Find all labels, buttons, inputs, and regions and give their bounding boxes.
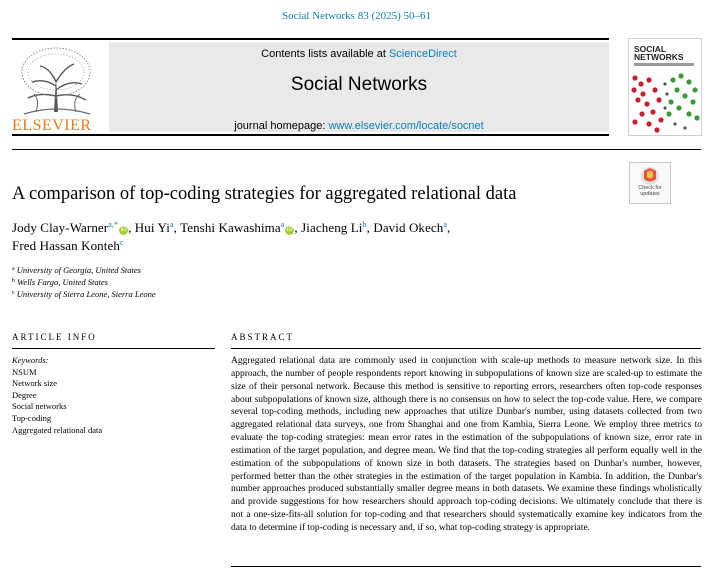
keyword: Network size xyxy=(12,378,58,389)
title-separator-rule xyxy=(12,149,701,150)
article-info-rule xyxy=(12,348,215,349)
keyword: Top-coding xyxy=(12,412,52,423)
abstract-text: Aggregated relational data are commonly used in conjunction with scale-up methods to measure network size. In this approach, the number of people respondents report knowing in subpopulations of known size are scaled-up to estimate the size of their personal network. Because this method is sensitive to reporting errors, researchers often top-code responses about subpopulations of known size, although there is no consensus on how to select the top-code value. Here, we compare several top-coding methods, including new approaches that utilize Dunbar's number, using datasets collected from two aggregated relational data surveys, one from Shanghai and one from Kambia, Sierra Leone. We employ three metrics to evaluate the top-coding strategies: mean error rates in the estimation of the subpopulations of known size, error rate in estimation of the target population, and degree mean. We find that the top-coding strategies all perform equally well in the estimation of the subpopulations of known size in both datasets. The strategies based on Dunbar's number, however, performed better than the other strategies in the estimation of the target population in Kambia. In addition, the Dunbar's number approaches produced substantially smaller degree means in both datasets. We examine these findings wholistically and provide suggestions for how researchers should approach top-coding decisions. We ultimately conclude that there is not a one-size-fits-all solution for top-coding and that researchers should systematically examine key indicators from the data to determine if top-coding is necessary and, if so, what top-coding strategy is appropriate. xyxy=(231,356,702,533)
keyword: Aggregated relational data xyxy=(12,424,103,435)
author-name[interactable]: Jiacheng Li xyxy=(301,220,363,235)
article-title: A comparison of top-coding strategies for aggregated relational data xyxy=(12,184,517,204)
author-affil-sup[interactable]: a xyxy=(443,220,448,229)
author-list-line-2 xyxy=(12,238,124,254)
journal-homepage-line: journal homepage: www.elsevier.com/locate/socnet xyxy=(234,120,484,132)
abstract-rule xyxy=(231,348,701,349)
affiliation: $^a$ University of Georgia, United States xyxy=(12,265,141,275)
affiliation: $^b$ Wells Fargo, United States xyxy=(12,277,109,287)
article-info-heading: ARTICLE INFO xyxy=(12,332,97,342)
orcid-icon[interactable]: iD xyxy=(286,227,293,233)
cover-title: SOCIAL NETWORKS xyxy=(634,44,684,62)
author-affil-sup[interactable]: a xyxy=(169,220,174,229)
journal-cover-thumbnail[interactable] xyxy=(628,38,702,136)
keyword: Degree xyxy=(12,389,37,400)
keywords-label: Keywords: xyxy=(12,355,49,365)
affiliation: $^c$ University of Sierra Leone, Sierra Leone xyxy=(12,289,156,299)
author-affil-sup[interactable]: a,* xyxy=(108,220,119,229)
abstract-bottom-rule xyxy=(231,566,701,567)
header-bottom-rule xyxy=(12,134,609,136)
cover-network-art xyxy=(629,70,701,135)
check-for-updates-badge[interactable] xyxy=(629,162,671,204)
author-name[interactable]: David Okech xyxy=(373,220,444,235)
author-name[interactable]: Hui Yi xyxy=(134,220,170,235)
author-name[interactable]: Jody Clay-Warner xyxy=(12,220,109,235)
author-affil-sup[interactable]: c xyxy=(119,238,124,247)
journal-reference[interactable]: Social Networks 83 (2025) 50–61 xyxy=(281,10,432,22)
author-affil-sup[interactable]: b xyxy=(362,220,367,229)
orcid-icon[interactable]: iD xyxy=(120,227,127,233)
author-affil-sup[interactable]: a xyxy=(280,220,285,229)
keyword: Social networks xyxy=(12,401,67,412)
abstract-heading: ABSTRACT xyxy=(231,332,295,342)
keyword: NSUM xyxy=(12,366,37,377)
cover-subtitle-bar xyxy=(634,63,694,66)
journal-homepage-link[interactable]: www.elsevier.com/locate/socnet xyxy=(328,120,484,132)
author-name[interactable]: Tenshi Kawashima xyxy=(180,220,281,235)
header-top-rule xyxy=(12,38,609,40)
check-for-updates-label: Check for updates xyxy=(638,185,662,197)
check-updates-icon xyxy=(630,165,670,187)
keywords-block xyxy=(12,355,102,436)
sciencedirect-link[interactable]: ScienceDirect xyxy=(388,48,457,60)
journal-name: Social Networks xyxy=(290,74,428,95)
elsevier-wordmark: ELSEVIER xyxy=(12,117,92,134)
author-list-line-1: Jody Clay-Warner$^{a,*}$iD , Hui Yi$^a$, Tenshi Kawashima$^a$iD , Jiacheng Li$^b$, David Okech$^a$, xyxy=(12,220,451,235)
contents-lists-line: Contents lists available at ScienceDirect xyxy=(261,48,457,60)
author-name[interactable]: Fred Hassan Konteh xyxy=(12,238,120,253)
